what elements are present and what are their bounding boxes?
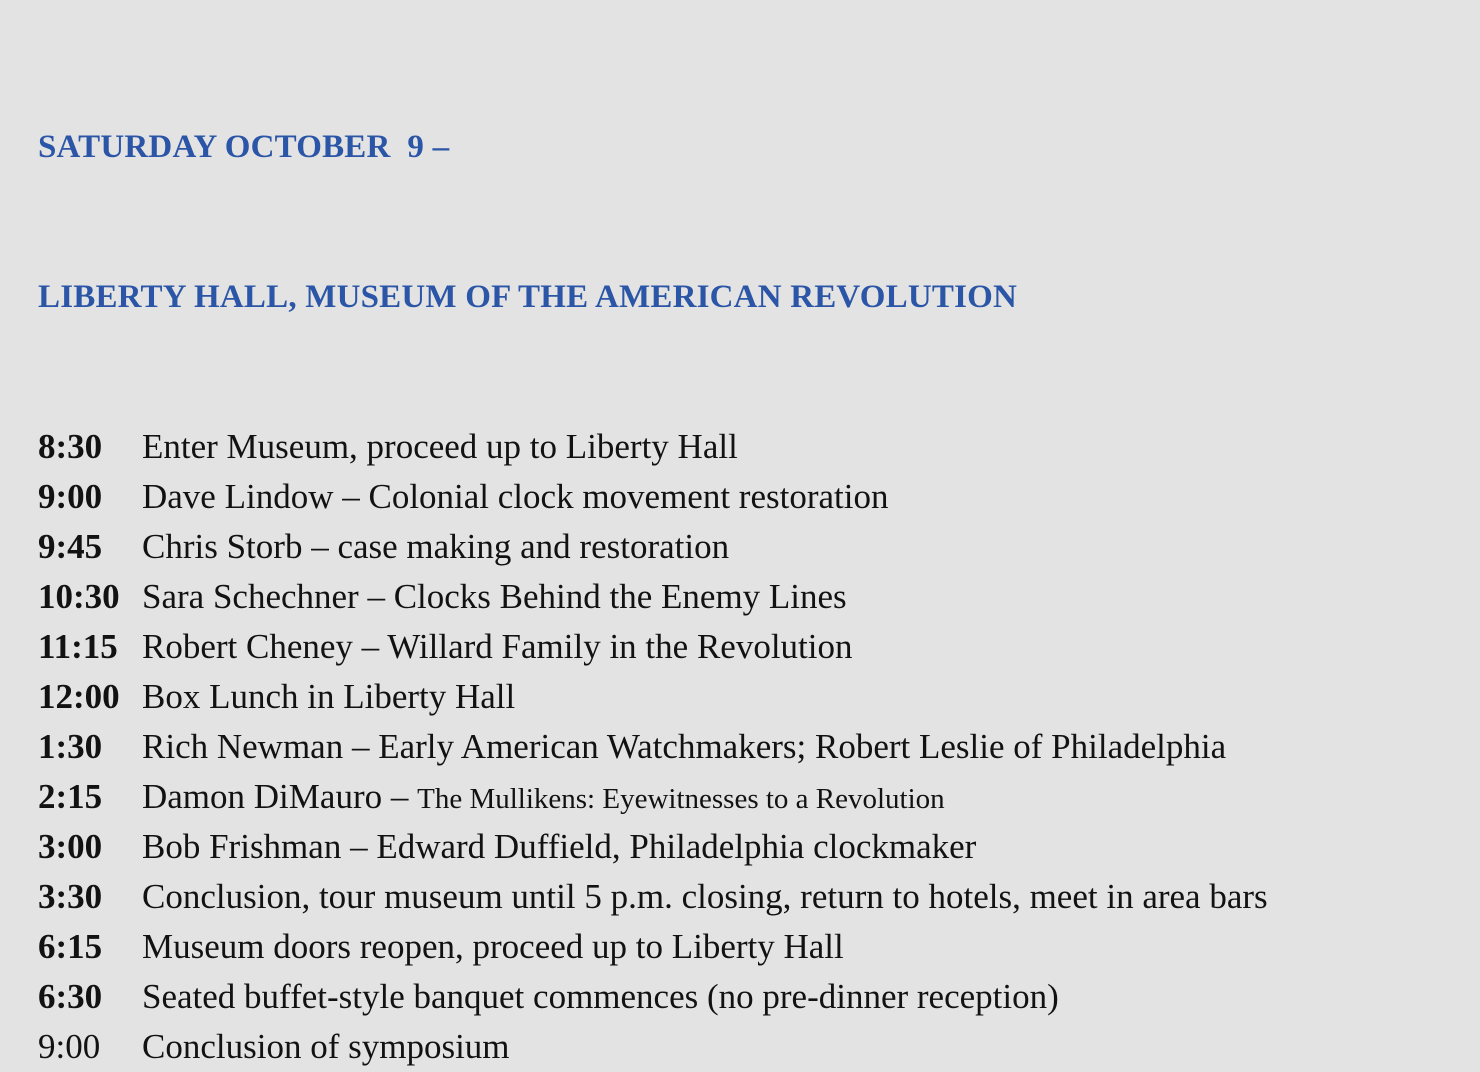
schedule-row: [38, 622, 1458, 672]
schedule-time: 1:30: [38, 727, 103, 766]
schedule-row: [38, 722, 1458, 772]
schedule-description: Conclusion, tour museum until 5 p.m. closing, return to hotels, meet in area bars: [142, 877, 1268, 916]
schedule-description: Rich Newman – Early American Watchmakers; Robert Leslie of Philadelphia: [142, 727, 1227, 766]
talk-title-small: The Mullikens: Eyewitnesses to a Revolution: [417, 783, 945, 815]
speaker-name: Damon DiMauro –: [142, 777, 418, 816]
heading-date-line: SATURDAY OCTOBER 9 –: [38, 129, 450, 165]
schedule-time: 3:00: [38, 827, 103, 866]
schedule-row: [38, 922, 1458, 972]
schedule-description: Robert Cheney – Willard Family in the Revolution: [142, 627, 853, 666]
schedule-row: [38, 772, 1458, 822]
schedule-description: Box Lunch in Liberty Hall: [142, 677, 516, 716]
schedule-list: [38, 422, 1458, 1072]
schedule-time: 11:15: [38, 627, 118, 666]
schedule-row: [38, 422, 1458, 472]
schedule-description: Bob Frishman – Edward Duffield, Philadelphia clockmaker: [142, 827, 977, 866]
schedule-description: Chris Storb – case making and restoration: [142, 527, 730, 566]
schedule-time: 2:15: [38, 777, 103, 816]
schedule-heading: [38, 22, 1458, 422]
schedule-description: Conclusion of symposium: [142, 1027, 510, 1066]
schedule-description: [142, 772, 945, 824]
schedule-row: [38, 672, 1458, 722]
schedule-time: 12:00: [38, 677, 120, 716]
schedule-time: 9:45: [38, 527, 103, 566]
schedule-row: [38, 822, 1458, 872]
schedule-row: [38, 872, 1458, 922]
schedule-row: [38, 522, 1458, 572]
schedule-row: [38, 1022, 1458, 1072]
schedule-time: 6:30: [38, 977, 103, 1016]
schedule-document: [38, 22, 1458, 1072]
schedule-time: 10:30: [38, 577, 120, 616]
schedule-time: 6:15: [38, 927, 103, 966]
schedule-time: 9:00: [38, 477, 103, 516]
schedule-description: Enter Museum, proceed up to Liberty Hall: [142, 427, 738, 466]
schedule-row: [38, 472, 1458, 522]
schedule-time: 8:30: [38, 427, 103, 466]
heading-venue-line: LIBERTY HALL, MUSEUM OF THE AMERICAN REVOLUTION: [38, 279, 1018, 315]
schedule-description: Seated buffet-style banquet commences (no pre-dinner reception): [142, 977, 1059, 1016]
schedule-row: [38, 972, 1458, 1022]
schedule-description: Dave Lindow – Colonial clock movement restoration: [142, 477, 889, 516]
schedule-description: Museum doors reopen, proceed up to Liberty Hall: [142, 927, 844, 966]
schedule-description: Sara Schechner – Clocks Behind the Enemy Lines: [142, 577, 847, 616]
schedule-time: 3:30: [38, 877, 103, 916]
schedule-row: [38, 572, 1458, 622]
schedule-time: 9:00: [38, 1027, 101, 1066]
